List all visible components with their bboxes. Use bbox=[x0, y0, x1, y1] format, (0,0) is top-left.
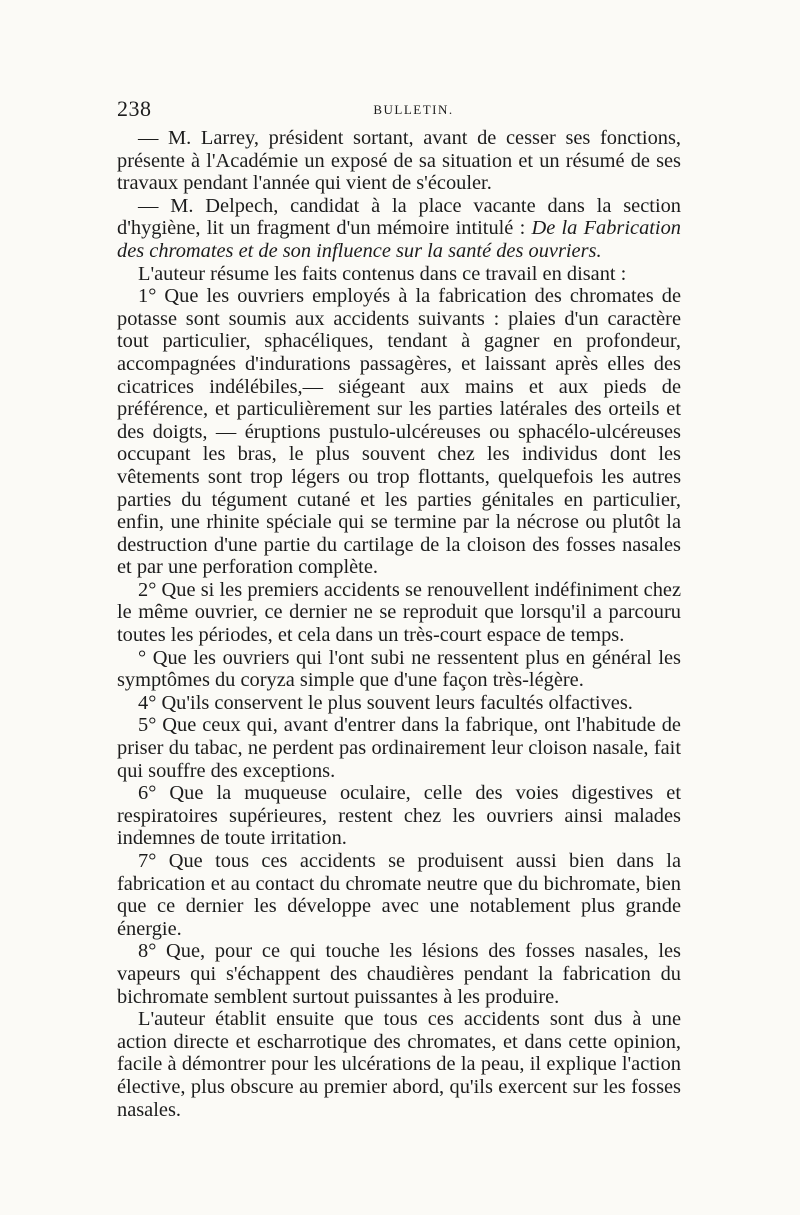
running-head: BULLETIN. bbox=[373, 102, 454, 117]
paragraph-point-7: 7° Que tous ces accidents se produisent aussi bien dans la fabrication et au contact du chromate neutre que du bichromate, bien que ce dernier les développe avec une notablement plus grande énergie. bbox=[117, 850, 681, 940]
page-number: 238 bbox=[117, 96, 152, 121]
paragraph-point-8: 8° Que, pour ce qui touche les lésions des fosses nasales, les vapeurs qui s'échappent des chaudières pendant la fabrication du bichromate semblent surtout puissantes à les produire. bbox=[117, 940, 681, 1008]
body-text bbox=[117, 127, 681, 1121]
paragraph-point-1: 1° Que les ouvriers employés à la fabrication des chromates de potasse sont soumis aux accidents suivants : plaies d'un caractère tout particulier, sphacéliques, tendant à gagner en profondeur, accompagnées d'indurations passagères, et laissant après elles des cicatrices indélébiles,— siégeant aux mains et aux pieds de préférence, et particulièrement sur les parties latérales des orteils et des doigts, — éruptions pustulo-ulcéreuses ou sphacélo-ulcéreuses occupant les bras, le plus souvent chez les individus dont les vêtements sont trop légers ou trop flottants, quelquefois les autres parties du tégument cutané et les parties génitales en particulier, enfin, une rhinite spéciale qui se termine par la nécrose ou plutôt la destruction d'une partie du cartilage de la cloison des fosses nasales et par une perforation complète. bbox=[117, 285, 681, 579]
paragraph-delpech bbox=[117, 195, 681, 263]
paragraph-conclusion: L'auteur établit ensuite que tous ces accidents sont dus à une action directe et escharrotique des chromates, et dans cette opinion, facile à démontrer pour les ulcérations de la peau, il explique l'action élective, plus obscure au premier abord, qu'ils exercent sur les fosses nasales. bbox=[117, 1008, 681, 1121]
paragraph-delpech-text: — M. Delpech, candidat à la place vacante dans la section d'hygiène, lit un fragment d'un mémoire intitulé : bbox=[117, 194, 681, 240]
paragraph-point-6: 6° Que la muqueuse oculaire, celle des voies digestives et respiratoires supérieures, restent chez les ouvriers ainsi malades indemnes de toute irritation. bbox=[117, 782, 681, 850]
paragraph-point-2: 2° Que si les premiers accidents se renouvellent indéfiniment chez le même ouvrier, ce dernier ne se reproduit que lorsqu'il a parcouru toutes les périodes, et cela dans un très-court espace de temps. bbox=[117, 578, 681, 647]
page-header bbox=[117, 96, 680, 126]
paragraph-larrey: — M. Larrey, président sortant, avant de cesser ses fonctions, présente à l'Académie un exposé de sa situation et un résumé de ses travaux pendant l'année qui vient de s'écouler. bbox=[117, 127, 681, 195]
paragraph-point-4: 4° Qu'ils conservent le plus souvent leurs facultés olfactives. bbox=[138, 691, 633, 714]
paragraph-point-5: 5° Que ceux qui, avant d'entrer dans la fabrique, ont l'habitude de priser du tabac, ne perdent pas ordinairement leur cloison nasale, fait qui souffre des exceptions. bbox=[117, 714, 681, 782]
paragraph-point-3: ° Que les ouvriers qui l'ont subi ne ressentent plus en général les symptômes du coryza simple que d'une façon très-légère. bbox=[117, 646, 681, 692]
paragraph-summary-intro: L'auteur résume les faits contenus dans ce travail en disant : bbox=[138, 262, 627, 285]
memoir-title: De la Fabrication des chromates et de son influence sur la santé des ouvriers. bbox=[117, 217, 681, 262]
